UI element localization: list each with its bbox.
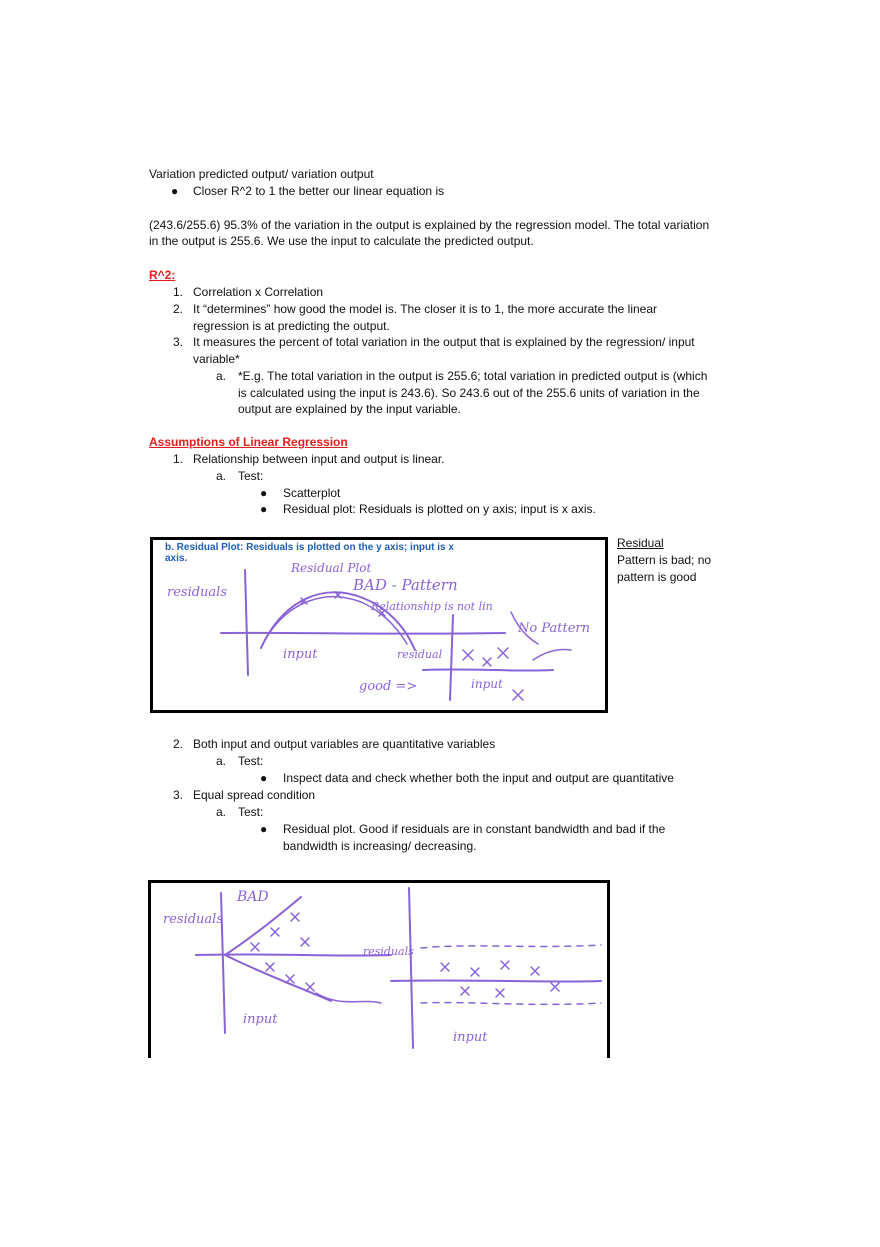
r2-sub-a-line-2: is calculated using the input is 243.6). So 243.6 out of the 255.6 units of variation in the xyxy=(238,386,700,400)
r2-sub-a-line-3: output are explained by the input variable. xyxy=(238,402,461,416)
r2-sub-a-line-1: *E.g. The total variation in the output is 255.6; total variation in predicted output is (which xyxy=(238,369,708,383)
hw-residuals-label-2: residuals xyxy=(363,945,414,958)
list-number: 1. xyxy=(173,452,184,466)
assumption-item-2: Both input and output variables are quantitative variables xyxy=(193,737,496,751)
list-number: 3. xyxy=(173,335,184,349)
list-number: 2. xyxy=(173,302,184,316)
r2-item-3-line-1: It measures the percent of total variation in the output that is explained by the regression/ input xyxy=(193,335,695,349)
intro-line: Variation predicted output/ variation output xyxy=(149,167,374,181)
bullet-residual-plot: Residual plot: Residuals is plotted on y axis; input is x axis. xyxy=(283,502,596,516)
bullet-marker: ● xyxy=(171,184,179,198)
hw-residuals-label: residuals xyxy=(163,912,224,927)
list-letter: a. xyxy=(216,805,227,819)
bullet-marker: ● xyxy=(260,822,268,836)
side-note-line-2: pattern is good xyxy=(617,570,697,584)
bullet-scatterplot: Scatterplot xyxy=(283,486,341,500)
hw-bad-pattern: BAD - Pattern xyxy=(353,576,458,594)
residual-plot-figure-2 xyxy=(148,880,610,1058)
side-note-title: Residual xyxy=(617,536,664,550)
hw-relationship-note: Relationship is not lin xyxy=(371,600,493,613)
r2-item-2-line-1: It “determines” how good the model is. The closer it is to 1, the more accurate the linear xyxy=(193,302,658,316)
list-number: 1. xyxy=(173,285,184,299)
test-label: Test: xyxy=(238,469,264,483)
hw-bad-label: BAD xyxy=(237,889,269,905)
list-letter: a. xyxy=(216,369,227,383)
test-label: Test: xyxy=(238,805,264,819)
figure-1-sketch xyxy=(153,540,605,710)
test-label: Test: xyxy=(238,754,264,768)
list-number: 3. xyxy=(173,788,184,802)
hw-input-label-2: input xyxy=(471,677,503,691)
figure-2-sketch xyxy=(151,883,607,1058)
bullet-inspect-data: Inspect data and check whether both the input and output are quantitative xyxy=(283,771,674,785)
figure-1-caption: b. Residual Plot: Residuals is plotted on the y axis; input is x axis. xyxy=(165,542,454,564)
bullet-marker: ● xyxy=(260,771,268,785)
bullet-equal-spread-line-2: bandwidth is increasing/ decreasing. xyxy=(283,839,477,853)
r2-item-1: Correlation x Correlation xyxy=(193,285,324,299)
assumption-item-3: Equal spread condition xyxy=(193,788,316,802)
list-number: 2. xyxy=(173,737,184,751)
intro-bullet: Closer R^2 to 1 the better our linear equation is xyxy=(193,184,445,198)
residual-plot-figure-1 xyxy=(150,537,608,713)
intro-paragraph-line-1: (243.6/255.6) 95.3% of the variation in the output is explained by the regression model. The total variation xyxy=(149,218,710,232)
r2-item-2-line-2: regression is at predicting the output. xyxy=(193,319,390,333)
list-letter: a. xyxy=(216,469,227,483)
hw-good-label: good => xyxy=(359,679,418,694)
bullet-equal-spread-line-1: Residual plot. Good if residuals are in constant bandwidth and bad if the xyxy=(283,822,666,836)
hw-input-label-2: input xyxy=(453,1030,488,1045)
bullet-marker: ● xyxy=(260,502,268,516)
hw-no-pattern: No Pattern xyxy=(518,621,590,636)
hw-residuals-label-2: residual xyxy=(397,648,443,661)
intro-paragraph-line-2: in the output is 255.6. We use the input to calculate the predicted output. xyxy=(149,234,534,248)
bullet-marker: ● xyxy=(260,486,268,500)
assumption-item-1: Relationship between input and output is linear. xyxy=(193,452,445,466)
assumptions-heading: Assumptions of Linear Regression xyxy=(149,435,348,449)
hw-input-label: input xyxy=(283,647,318,662)
r2-item-3-line-2: variable* xyxy=(193,352,240,366)
list-letter: a. xyxy=(216,754,227,768)
r2-heading: R^2: xyxy=(149,268,176,282)
hw-residuals-label: residuals xyxy=(167,585,228,600)
hw-input-label: input xyxy=(243,1012,278,1027)
hw-residual-plot-title: Residual Plot xyxy=(291,561,372,575)
side-note-line-1: Pattern is bad; no xyxy=(617,553,712,567)
